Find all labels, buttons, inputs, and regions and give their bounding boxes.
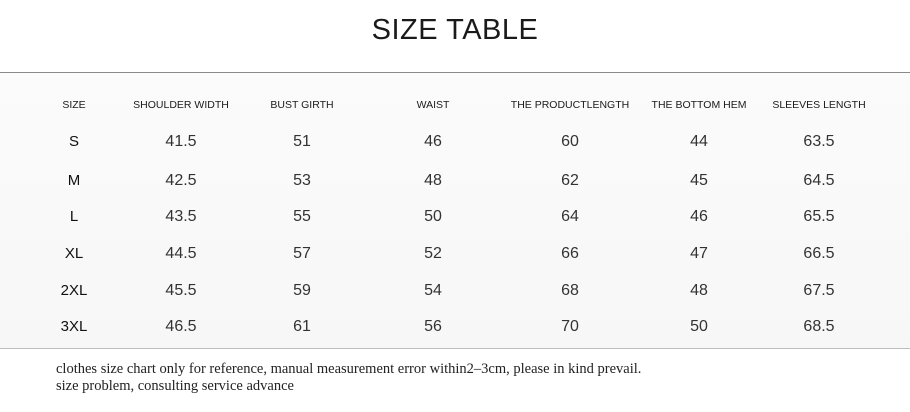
table-cell: 52 bbox=[424, 245, 442, 262]
column-header-size: SIZE bbox=[62, 99, 86, 111]
table-cell: 45 bbox=[690, 172, 708, 189]
size-cell: S bbox=[68, 133, 80, 150]
table-row bbox=[0, 208, 910, 232]
table-cell: 55 bbox=[293, 208, 311, 225]
size-cell: 3XL bbox=[60, 318, 88, 335]
table-row bbox=[0, 318, 910, 342]
table-row bbox=[0, 172, 910, 196]
column-header-bottom-hem: THE BOTTOM HEM bbox=[651, 99, 747, 111]
column-header-bust: BUST GIRTH bbox=[270, 99, 334, 111]
table-cell: 50 bbox=[424, 208, 442, 225]
table-row bbox=[0, 245, 910, 269]
note-line: size problem, consulting service advance bbox=[56, 378, 294, 394]
table-cell: 60 bbox=[561, 133, 579, 150]
table-cell: 43.5 bbox=[165, 208, 197, 225]
table-cell: 64.5 bbox=[803, 172, 835, 189]
column-header-sleeves: SLEEVES LENGTH bbox=[772, 99, 866, 111]
table-cell: 57 bbox=[293, 245, 311, 262]
table-cell: 63.5 bbox=[803, 133, 835, 150]
table-cell: 61 bbox=[293, 318, 311, 335]
table-cell: 65.5 bbox=[803, 208, 835, 225]
title-bar bbox=[0, 0, 910, 72]
table-cell: 41.5 bbox=[165, 133, 197, 150]
table-row bbox=[0, 133, 910, 157]
column-header-shoulder: SHOULDER WIDTH bbox=[133, 99, 229, 111]
note-line: clothes size chart only for reference, manual measurement error within2–3cm, please in kind prevail. bbox=[56, 361, 642, 377]
size-notes bbox=[56, 361, 641, 395]
table-cell: 62 bbox=[561, 172, 579, 189]
table-cell: 66.5 bbox=[803, 245, 835, 262]
table-cell: 53 bbox=[293, 172, 311, 189]
column-header-waist: WAIST bbox=[416, 99, 450, 111]
column-header-length: THE PRODUCTLENGTH bbox=[510, 99, 630, 111]
table-cell: 70 bbox=[561, 318, 579, 335]
table-cell: 46 bbox=[690, 208, 708, 225]
table-cell: 48 bbox=[424, 172, 442, 189]
table-cell: 66 bbox=[561, 245, 579, 262]
size-cell: M bbox=[67, 172, 81, 189]
bottom-divider bbox=[0, 348, 910, 349]
table-cell: 47 bbox=[690, 245, 708, 262]
table-cell: 51 bbox=[293, 133, 311, 150]
table-cell: 50 bbox=[690, 318, 708, 335]
table-cell: 64 bbox=[561, 208, 579, 225]
size-cell: XL bbox=[64, 245, 84, 262]
table-cell: 56 bbox=[424, 318, 442, 335]
size-cell: 2XL bbox=[60, 282, 88, 299]
table-cell: 68.5 bbox=[803, 318, 835, 335]
table-cell: 46 bbox=[424, 133, 442, 150]
page-title: SIZE TABLE bbox=[371, 14, 539, 46]
table-cell: 67.5 bbox=[803, 282, 835, 299]
size-cell: L bbox=[69, 208, 79, 225]
table-cell: 68 bbox=[561, 282, 579, 299]
table-cell: 45.5 bbox=[165, 282, 197, 299]
table-cell: 44.5 bbox=[165, 245, 197, 262]
table-row bbox=[0, 282, 910, 306]
table-cell: 42.5 bbox=[165, 172, 197, 189]
table-cell: 44 bbox=[690, 133, 708, 150]
table-cell: 46.5 bbox=[165, 318, 197, 335]
table-cell: 48 bbox=[690, 282, 708, 299]
table-cell: 54 bbox=[424, 282, 442, 299]
table-cell: 59 bbox=[293, 282, 311, 299]
